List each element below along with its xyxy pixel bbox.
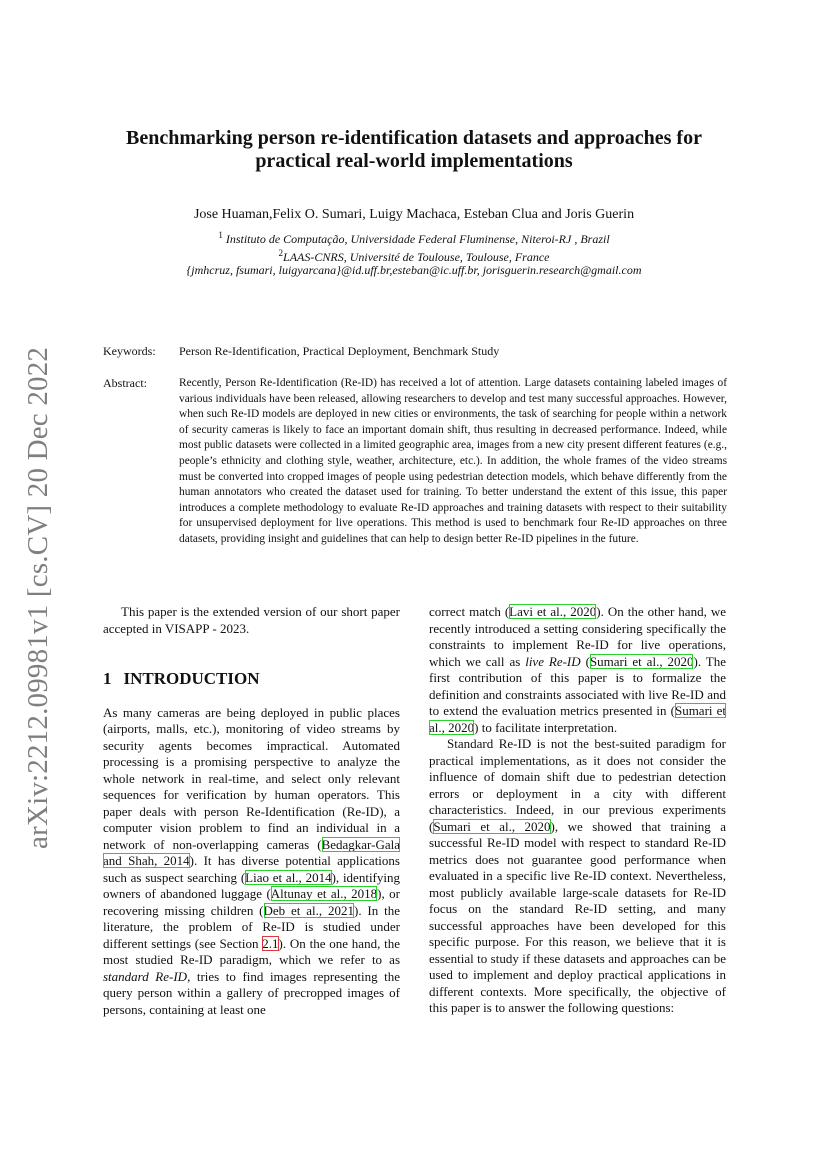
affiliation-1 bbox=[90, 227, 738, 247]
intro-text: ( bbox=[580, 653, 590, 669]
intro-paragraph-1 bbox=[103, 705, 400, 1019]
intro-text: ). The first contribution of this paper is to formalize the definition and constraints associated with live Re-ID and to extend the evaluation metrics presented in ( bbox=[429, 653, 726, 718]
affiliation-1-text: Instituto de Computação, Universidade Federal Fluminense, Niteroi-RJ , Brazil bbox=[225, 232, 610, 246]
intro-text: ), or recovering missing children ( bbox=[103, 886, 400, 918]
intro-text: ). In the literature, the problem of Re-ID is studied under different settings (see Section bbox=[103, 902, 400, 951]
abstract-label: Abstract: bbox=[103, 376, 147, 390]
citation-link-bedagkar[interactable]: Bedagkar-Gala and Shah, 2014 bbox=[103, 836, 400, 868]
affiliation-1-marker: 1 bbox=[218, 230, 223, 240]
extended-version-note: This paper is the extended version of our short paper accepted in VISAPP - 2023. bbox=[103, 604, 400, 636]
intro-text: correct match ( bbox=[429, 604, 510, 619]
author-list: Jose Huaman,Felix O. Sumari, Luigy Machaca, Esteban Clua and Joris Guerin bbox=[193, 207, 635, 222]
abstract-text: Recently, Person Re-Identification (Re-ID) has received a lot of attention. Large datasets containing labeled images of various individuals have been released, allowing researchers to develop and test many successful approaches. However, when such Re-ID models are deployed in new cities or environments, the task of searching for people within a network of security cameras is likely to face an important domain shift, thus resulting in decreased performance. Indeed, while most public datasets were collected in a limited geographic area, images from a new city present different features (e.g., people’s ethnicity and clothing style, weather, architecture, etc.). In addition, the whole frames of the video streams must be converted into cropped images of people using pedestrian detection models, which behave differently from the human annotators who created the dataset used for training. To better understand the extent of this issue, this paper introduces a complete methodology to evaluate Re-ID approaches and training datasets with respect to their suitability for unsupervised deployment for live operations. This method is used to benchmark four Re-ID approaches on three datasets, providing insight and guidelines that can help to design better Re-ID pipelines in the future. bbox=[179, 377, 727, 545]
intro-text: , tries to find images representing the query person within a gallery of precropped images of persons, containing at least one bbox=[103, 968, 400, 1017]
citation-link-sumari[interactable]: Sumari et al., 2020 bbox=[433, 818, 551, 834]
intro-paragraph-1-continued bbox=[429, 604, 726, 736]
intro-text: ), we showed that training a successful Re-ID model with respect to standard Re-ID metrics does not guarantee good performance when evaluated in a specific live Re-ID context. Nevertheless, most publicly available large-scale datasets for Re-ID focus on the standard Re-ID setting, and many successful approaches have been developed for this specific purpose. For this reason, we believe that it is essential to study if these datasets and approaches can be used to implement and deploy practical applications in different contexts. More specifically, the objective of this paper is to answer the following questions: bbox=[429, 818, 726, 1015]
section-heading-introduction bbox=[103, 671, 400, 688]
section-title: INTRODUCTION bbox=[123, 669, 260, 688]
section-number: 1 bbox=[103, 669, 112, 688]
citation-link-sumari[interactable]: Sumari et al., 2020 bbox=[589, 653, 694, 669]
citation-link-lavi[interactable]: Lavi et al., 2020 bbox=[509, 604, 597, 619]
intro-text: ). It has diverse potential applications such as suspect searching ( bbox=[103, 853, 400, 885]
left-column bbox=[103, 604, 400, 1018]
citation-link-altunay[interactable]: Altunay et al., 2018 bbox=[270, 886, 378, 901]
intro-text: Standard Re-ID is not the best-suited paradigm for practical implementations, as it does not consider the influence of domain shift due to pedestrian detection errors or deployment in a city with different characteristics. Indeed, in our previous experiments ( bbox=[429, 736, 726, 834]
intro-text: ). On the other hand, we recently introduced a setting considering specifically the constraints to implement Re-ID for live operations, which we call as bbox=[429, 604, 726, 669]
citation-link-sumari[interactable]: Sumari et al., 2020 bbox=[429, 703, 726, 735]
intro-emphasis: standard Re-ID bbox=[103, 968, 188, 984]
citation-link-deb[interactable]: Deb et al., 2021 bbox=[263, 902, 354, 918]
citation-link-liao[interactable]: Liao et al., 2014 bbox=[245, 869, 332, 885]
right-column bbox=[429, 604, 726, 1017]
intro-text: As many cameras are being deployed in public places (airports, malls, etc.), monitoring of video streams by security agents becomes impractical. Automated processing is a promising perspective to analyze the whole network in real-time, and select only relevant sequences for verification by human operators. This paper deals with person Re-Identification (Re-ID), a computer vision problem to find an individual in a network of non-overlapping cameras ( bbox=[103, 704, 400, 852]
keywords-text: Person Re-Identification, Practical Deployment, Benchmark Study bbox=[179, 344, 500, 358]
intro-text: ) to facilitate interpretation. bbox=[474, 719, 618, 735]
arxiv-sidebar-stamp: arXiv:2212.09981v1 [cs.CV] 20 Dec 2022 bbox=[22, 346, 54, 849]
affiliation-2-marker: 2 bbox=[278, 248, 284, 258]
affiliation-2-text: LAAS-CNRS, Université de Toulouse, Toulouse, France bbox=[283, 250, 550, 264]
intro-text: ). On the one hand, the most studied Re-ID paradigm, which we refer to as bbox=[103, 935, 400, 967]
keywords-label: Keywords: bbox=[103, 344, 156, 358]
paper-title: Benchmarking person re-identification datasets and approaches for practical real-world implementations bbox=[126, 127, 702, 172]
intro-emphasis: live Re-ID bbox=[525, 653, 581, 669]
intro-paragraph-2 bbox=[429, 736, 726, 1017]
author-emails: {jmhcruz, fsumari, luigyarcana}@id.uff.br,esteban@ic.uff.br, jorisguerin.research@gmail.com bbox=[186, 263, 642, 277]
section-reference-link[interactable]: 2.1 bbox=[262, 935, 279, 951]
intro-text: ), identifying owners of abandoned luggage ( bbox=[103, 869, 400, 901]
